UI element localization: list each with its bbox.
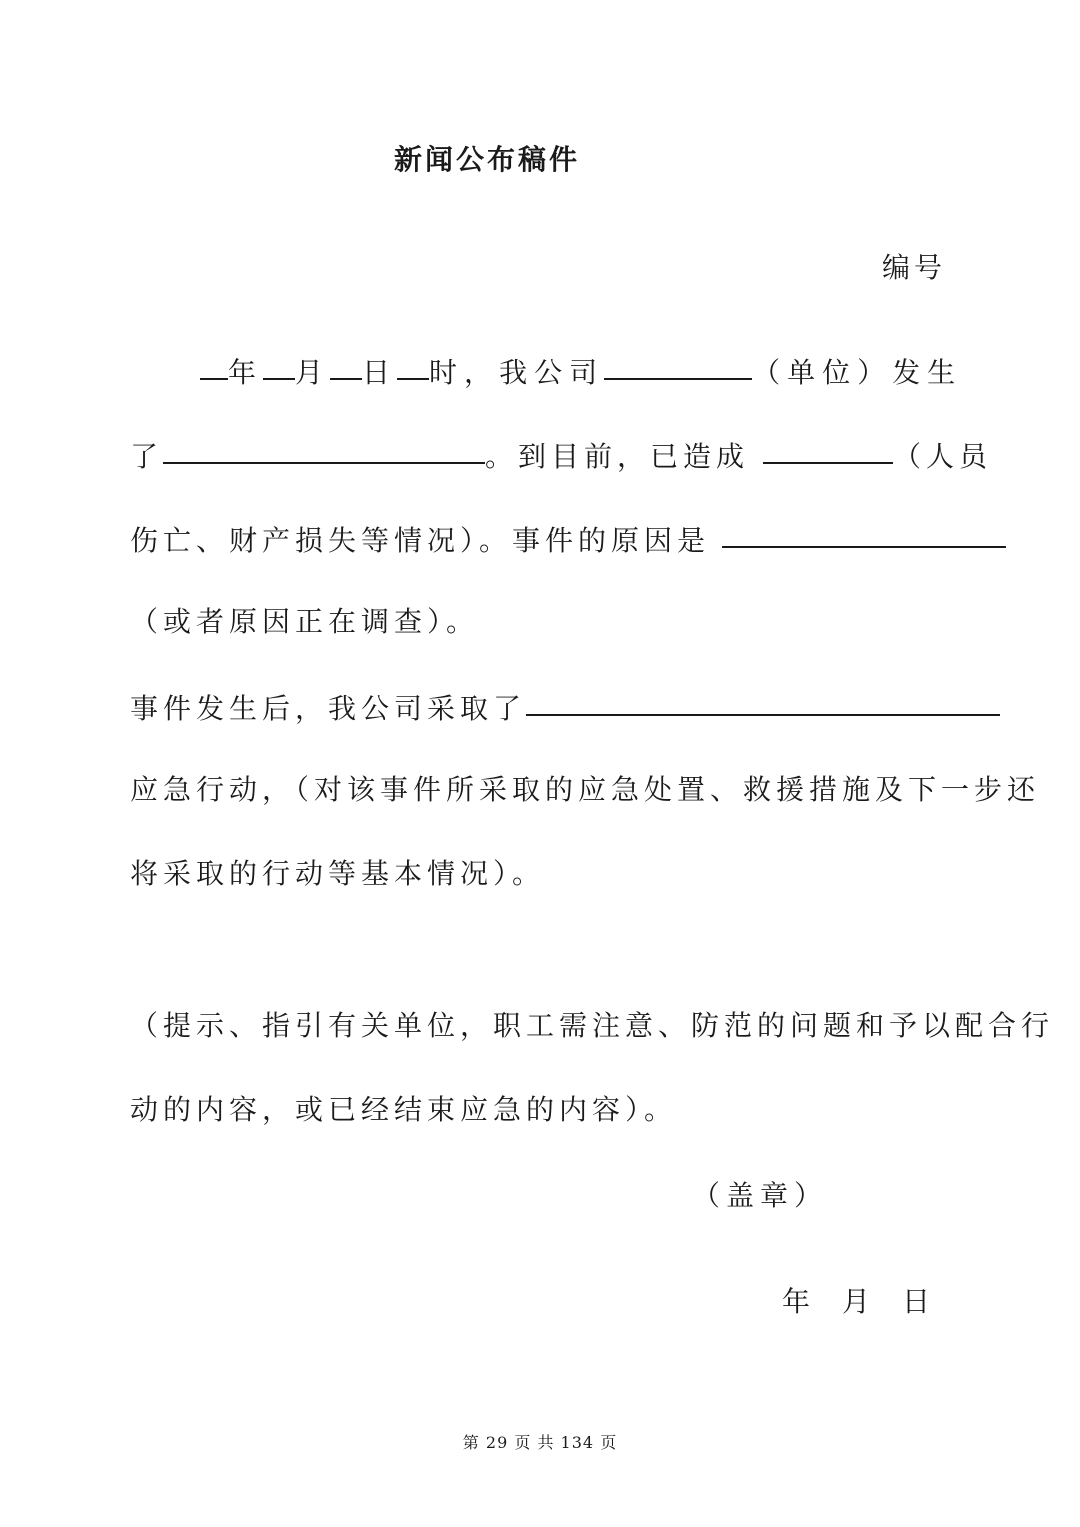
unit-hint: （单位）发生 (752, 356, 963, 389)
document-title: 新闻公布稿件 (393, 143, 580, 176)
page-total: 134 (560, 1433, 595, 1452)
para1-line4 (130, 602, 950, 642)
measures-label: 事件发生后，我公司采取了 (130, 692, 527, 725)
serial-number-label: 编号 (881, 251, 946, 284)
para2-line1 (130, 686, 950, 726)
para3-line1 (130, 1006, 1055, 1046)
month-blank[interactable] (263, 348, 295, 380)
notice-text: （提示、指引有关单位，职工需注意、防范的问题和予以配合行 (130, 1009, 1055, 1042)
page-footer (0, 1430, 1080, 1453)
company-label: 我公司 (499, 356, 605, 389)
people-hint: （人员 (893, 440, 993, 473)
para1-line2 (130, 434, 993, 474)
date-day: 日 (902, 1285, 931, 1318)
day-blank[interactable] (330, 348, 362, 380)
page-mid: 页 共 (514, 1433, 555, 1452)
loss-hint: 伤亡、财产损失等情况）。事件的原因是 (130, 524, 711, 557)
so-far-label: 。到目前，已造成 (485, 440, 750, 473)
month-label: 月 (295, 356, 331, 389)
emergency-action-text-2: 将采取的行动等基本情况）。 (130, 857, 546, 890)
hour-label: 时， (429, 356, 500, 389)
date-month: 月 (842, 1285, 871, 1318)
measures-blank[interactable] (526, 684, 1000, 716)
seal-label: （盖章） (692, 1179, 829, 1212)
emergency-action-text: 应急行动，（对该事件所采取的应急处置、救援措施及下一步还 (130, 773, 1041, 806)
hour-blank[interactable] (397, 348, 429, 380)
casualty-blank[interactable] (763, 432, 893, 464)
unit-blank[interactable] (604, 348, 752, 380)
page-current: 29 (485, 1433, 509, 1452)
para2-line2 (130, 770, 1041, 810)
occurred-label: 了 (130, 440, 164, 473)
para1-line1 (130, 350, 963, 390)
para2-line3 (130, 854, 950, 894)
cause-hint: （或者原因正在调查）。 (130, 605, 480, 638)
date-year: 年 (782, 1285, 811, 1318)
year-blank[interactable] (200, 348, 228, 380)
day-label: 日 (362, 356, 398, 389)
page-prefix: 第 (462, 1433, 480, 1452)
page-suffix: 页 (600, 1433, 618, 1452)
cause-blank[interactable] (722, 516, 1006, 548)
event-blank[interactable] (163, 432, 485, 464)
notice-text-2: 动的内容，或已经结束应急的内容）。 (130, 1093, 678, 1126)
date-line (782, 1280, 930, 1320)
para1-line3 (130, 518, 950, 558)
para3-line2 (130, 1090, 950, 1130)
year-label: 年 (228, 356, 264, 389)
